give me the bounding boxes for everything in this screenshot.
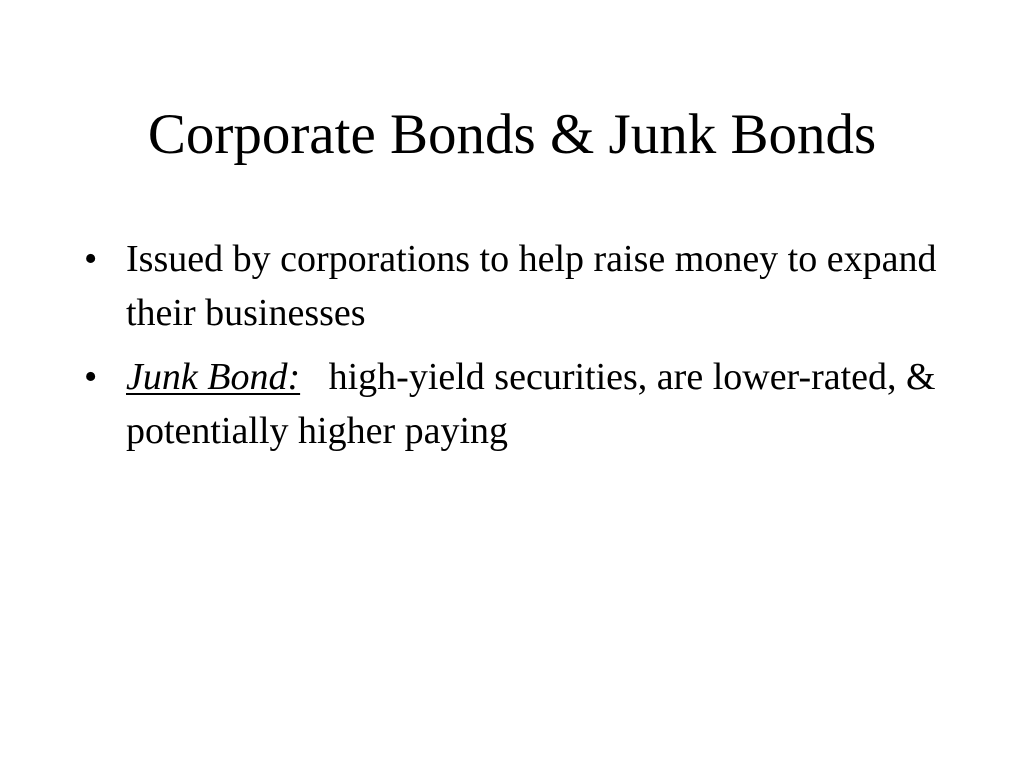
bullet-icon: • — [84, 238, 98, 280]
bullet-text: Issued by corporations to help raise money to expand their businesses — [126, 238, 937, 334]
junk-bond-term: Junk Bond: — [126, 356, 301, 398]
bullet-text: high-yield securities, are lower-rated, & potentially higher paying — [126, 356, 936, 452]
bullet-item-issued — [84, 232, 954, 340]
bullet-list — [84, 232, 954, 468]
bullet-icon: • — [84, 356, 98, 398]
term-spacer — [310, 356, 329, 398]
bullet-item-junk-bond — [84, 350, 954, 458]
slide-title: Corporate Bonds & Junk Bonds — [147, 103, 877, 166]
